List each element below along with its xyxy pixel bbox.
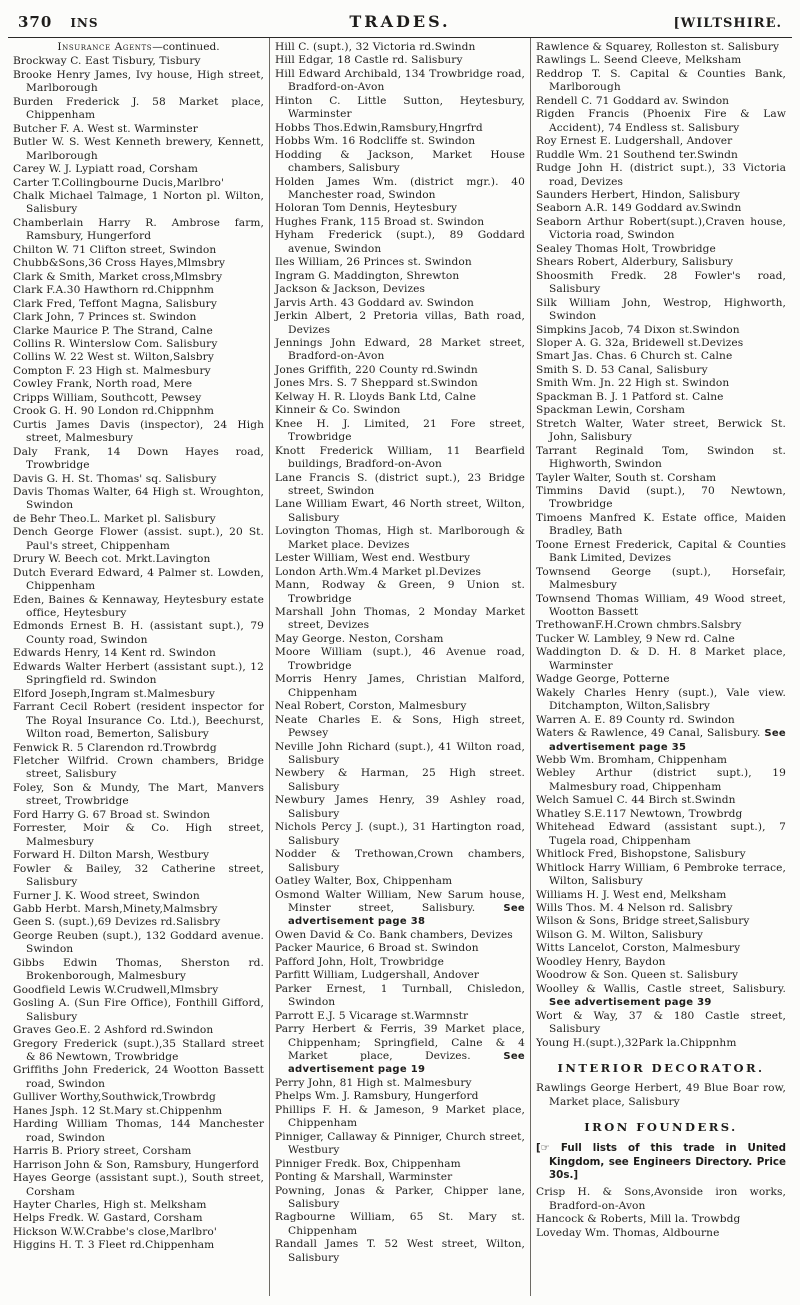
directory-entry: Harris B. Priory street, Corsham [13, 1145, 192, 1158]
directory-entry: Jerkin Albert, 2 Pretoria villas, Bath road, Devizes [275, 310, 525, 336]
directory-entry: Neville John Richard (supt.), 41 Wilton road, Salisbury [275, 740, 525, 767]
directory-entry: Waddington D. & D. H. 8 Market place, Warminster [536, 646, 786, 672]
directory-entry: Phelps Wm. J. Ramsbury, Hungerford [275, 1090, 479, 1103]
directory-entry: Harrison John & Son, Ramsbury, Hungerford [13, 1158, 259, 1171]
directory-entry: Hill Edward Archibald, 134 Trowbridge road, Bradford-on-Avon [275, 67, 525, 94]
directory-entry: Carey W. J. Lypiatt road, Corsham [13, 163, 198, 176]
directory-entry: Butler W. S. West Kenneth brewery, Kennett, Marlborough [13, 136, 264, 162]
directory-entry: Gregory Frederick (supt.),35 Stallard street & 86 Newtown, Trowbridge [13, 1037, 264, 1063]
directory-entry: Rawlings L. Seend Cleeve, Melksham [536, 54, 742, 67]
directory-entry: Webb Wm. Bromham, Chippenham [536, 754, 728, 767]
directory-entry: Perry John, 81 High st. Malmesbury [275, 1076, 472, 1089]
directory-entry: Wakely Charles Henry (supt.), Vale view. Ditchampton, Wilton,Salisbry [536, 686, 786, 713]
directory-entry: Geen S. (supt.),69 Devizes rd.Salisbry [13, 916, 221, 929]
directory-entry: London Arth.Wm.4 Market pl.Devizes [275, 565, 482, 578]
directory-entry: Elford Joseph,Ingram st.Malmesbury [13, 687, 215, 700]
directory-entry: Timoens Manfred K. Estate office, Maiden Bradley, Bath [536, 511, 786, 538]
directory-entry: Ford Harry G. 67 Broad st. Swindon [13, 808, 211, 821]
page-header [8, 10, 792, 38]
directory-entry: Hodding & Jackson, Market House chambers, Salisbury [275, 148, 525, 175]
directory-entry: Dutch Everard Edward, 4 Palmer st. Lowden, Chippenham [13, 566, 264, 593]
page-number: 370 [18, 13, 53, 31]
directory-entry: Spackman B. J. 1 Patford st. Calne [536, 390, 724, 403]
trade-note: [☞ Full lists of this trade in United Kingdom, see Engineers Directory. Price 30s.] [536, 1141, 786, 1182]
directory-entry: Fowler & Bailey, 32 Catherine street, Salisbury [13, 862, 264, 889]
directory-entry: Dench George Flower (assist. supt.), 20 St. Paul's street, Chippenham [13, 526, 264, 552]
directory-entry: Parker Ernest, 1 Turnball, Chisledon, Swindon [275, 982, 525, 1009]
directory-entry: Chamberlain Harry R. Ambrose farm, Ramsbury, Hungerford [13, 216, 264, 243]
directory-entry: Waters & Rawlence, 49 Canal, Salisbury. See advertisement page 35 [536, 727, 786, 753]
directory-entry: Lovington Thomas, High st. Marlborough & Market place. Devizes [275, 525, 525, 551]
directory-entry: Brooke Henry James, Ivy house, High street, Marlborough [13, 68, 264, 95]
directory-entry: Rigden Francis (Phoenix Fire & Law Accident), 74 Endless st. Salisbury [536, 108, 786, 134]
directory-entry: Davis G. H. St. Thomas' sq. Salisbury [13, 472, 217, 485]
directory-entry: Hickson W.W.Crabbe's close,Marlbro' [13, 1225, 217, 1238]
directory-entry: Hinton C. Little Sutton, Heytesbury, Warminster [275, 94, 525, 121]
directory-entry: Chubb&Sons,36 Cross Hayes,Mlmsbry [13, 257, 226, 270]
directory-entry: Knott Frederick William, 11 Bearfield buildings, Bradford-on-Avon [275, 444, 525, 471]
directory-entry: Silk William John, Westrop, Highworth, Swindon [536, 296, 786, 323]
directory-entry: Hill C. (supt.), 32 Victoria rd.Swindn [275, 41, 476, 53]
directory-entry: Ragbourne William, 65 St. Mary st. Chippenham [275, 1211, 525, 1237]
directory-entry: Cripps William, Southcott, Pewsey [13, 391, 202, 404]
directory-entry: Stretch Walter, Water street, Berwick St. John, Salisbury [536, 417, 786, 444]
directory-entry: Seaborn A.R. 149 Goddard av.Swindn [536, 202, 742, 215]
header-left [18, 13, 273, 31]
directory-entry: Helps Fredk. W. Gastard, Corsham [13, 1212, 203, 1225]
section-heading-smallcaps: Insurance Agents [57, 41, 153, 53]
directory-columns [8, 38, 792, 1296]
directory-entry: Hancock & Roberts, Mill la. Trowbdg [536, 1213, 741, 1226]
directory-entry: Lane William Ewart, 46 North street, Wilton, Salisbury [275, 498, 525, 524]
directory-entry: Clarke Maurice P. The Strand, Calne [13, 324, 213, 337]
directory-entry: Brockway C. East Tisbury, Tisbury [13, 55, 201, 68]
directory-entry: Townsend Thomas William, 49 Wood street, Wootton Bassett [536, 592, 786, 619]
directory-entry: Whitlock Harry William, 6 Pembroke terrace, Wilton, Salisbury [536, 861, 786, 888]
directory-entry: Marshall John Thomas, 2 Monday Market street, Devizes [275, 606, 525, 632]
directory-entry: Higgins H. T. 3 Fleet rd.Chippenham [13, 1239, 215, 1252]
directory-entry: Butcher F. A. West st. Warminster [13, 122, 198, 135]
directory-entry: Witts Lancelot, Corston, Malmesbury [536, 942, 741, 955]
directory-entry: Griffiths John Frederick, 24 Wootton Bassett road, Swindon [13, 1064, 264, 1090]
directory-entry: Cowley Frank, North road, Mere [13, 378, 193, 391]
directory-entry: Tarrant Reginald Tom, Swindon st. Highworth, Swindon [536, 444, 786, 471]
directory-entry: Parrott E.J. 5 Vicarage st.Warmnstr [275, 1009, 469, 1022]
directory-entry: Smart Jas. Chas. 6 Church st. Calne [536, 350, 733, 363]
directory-entry: Wilson & Sons, Bridge street,Salisbury [536, 915, 750, 928]
directory-entry: Lester William, West end. Westbury [275, 552, 471, 565]
directory-entry: Whatley S.E.117 Newtown, Trowbrdg [536, 807, 743, 820]
directory-entry: Harding William Thomas, 144 Manchester road, Swindon [13, 1118, 264, 1144]
directory-entry: Toone Ernest Frederick, Capital & Counties Bank Limited, Devizes [536, 538, 786, 565]
directory-entry: Kinneir & Co. Swindon [275, 404, 401, 417]
directory-entry: Wadge George, Potterne [536, 673, 670, 686]
directory-entry: Hobbs Wm. 16 Rodcliffe st. Swindon [275, 135, 476, 148]
directory-entry: Jones Griffith, 220 County rd.Swindn [275, 363, 478, 376]
directory-entry: Ponting & Marshall, Warminster [275, 1171, 453, 1184]
directory-entry: Nodder & Trethowan,Crown chambers, Salisbury [275, 848, 525, 874]
directory-entry: Hobbs Thos.Edwin,Ramsbury,Hngrfrd [275, 121, 483, 134]
directory-entry: Daly Frank, 14 Down Hayes road, Trowbridge [13, 445, 264, 472]
directory-entry: Davis Thomas Walter, 64 High st. Wroughton, Swindon [13, 485, 264, 512]
directory-entry: Knee H. J. Limited, 21 Fore street, Trowbridge [275, 417, 525, 444]
directory-entry: Jones Mrs. S. 7 Sheppard st.Swindon [275, 377, 478, 390]
directory-entry: Osmond Walter William, New Sarum house, Minster street, Salisbury. See advertisement page 38 [275, 888, 525, 928]
directory-entry: Gabb Herbt. Marsh,Minety,Malmsbry [13, 903, 218, 915]
directory-entry: Edwards Henry, 14 Kent rd. Swindon [13, 647, 216, 660]
directory-entry: Furner J. K. Wood street, Swindon [13, 889, 200, 902]
directory-entry: Mann, Rodway & Green, 9 Union st. Trowbridge [275, 579, 525, 605]
directory-entry: Powning, Jonas & Parker, Chipper lane, Salisbury [275, 1184, 525, 1210]
directory-entry: Rawlings George Herbert, 49 Blue Boar row, Market place, Salisbury [536, 1082, 786, 1108]
directory-entry: Owen David & Co. Bank chambers, Devizes [275, 928, 513, 941]
advert-reference: See advertisement page 19 [288, 1050, 525, 1076]
directory-entry: Morris Henry James, Christian Malford, Chippenham [275, 673, 525, 699]
directory-entry: Jennings John Edward, 28 Market street, Bradford-on-Avon [275, 336, 525, 363]
directory-entry: Clark F.A.30 Hawthorn rd.Chippnhm [13, 284, 215, 297]
header-section-code: INS [70, 16, 99, 30]
directory-entry: Pinniger, Callaway & Pinniger, Church street, Westbury [275, 1130, 525, 1157]
directory-entry: Timmins David (supt.), 70 Newtown, Trowbridge [536, 484, 786, 511]
directory-entry: Tucker W. Lambley, 9 New rd. Calne [536, 632, 735, 645]
directory-entry: Rawlence & Squarey, Rolleston st. Salisbury [536, 41, 780, 53]
directory-entry: Curtis James Davis (inspector), 24 High street, Malmesbury [13, 418, 264, 445]
directory-entry: Lane Francis S. (district supt.), 23 Bridge street, Swindon [275, 471, 525, 497]
directory-entry: Drury W. Beech cot. Mrkt.Lavington [13, 553, 211, 566]
directory-entry: Roy Ernest E. Ludgershall, Andover [536, 135, 733, 148]
directory-entry: Holden James Wm. (district mgr.). 40 Manchester road, Swindon [275, 175, 525, 201]
directory-entry: Spackman Lewin, Corsham [536, 404, 686, 417]
section-heading: IRON FOUNDERS. [584, 1120, 738, 1135]
directory-entry: Carter T.Collingbourne Ducis,Marlbro' [13, 176, 224, 189]
directory-entry: Sealey Thomas Holt, Trowbridge [536, 242, 716, 255]
directory-entry: Welch Samuel C. 44 Birch st.Swindn [536, 794, 736, 807]
directory-entry: Gulliver Worthy,Southwick,Trowbrdg [13, 1091, 216, 1104]
directory-entry: Woodley Henry, Baydon [536, 955, 666, 968]
directory-entry: Reddrop T. S. Capital & Counties Bank, Marlborough [536, 67, 786, 94]
directory-entry: Pinniger Fredk. Box, Chippenham [275, 1157, 461, 1170]
advert-reference: See advertisement page 39 [549, 997, 712, 1009]
directory-entry: Saunders Herbert, Hindon, Salisbury [536, 188, 740, 201]
directory-entry: Whitehead Edward (assistant supt.), 7 Tugela road, Chippenham [536, 821, 786, 847]
directory-entry: George Reuben (supt.), 132 Goddard avenue. Swindon [13, 929, 264, 956]
directory-entry: Kelway H. R. Lloyds Bank Ltd, Calne [275, 390, 476, 403]
directory-entry: Smith Wm. Jn. 22 High st. Swindon [536, 377, 730, 390]
directory-entry: Goodfield Lewis W.Crudwell,Mlmsbry [13, 983, 219, 996]
directory-entry: Simpkins Jacob, 74 Dixon st.Swindon [536, 323, 740, 336]
directory-entry: Seaborn Arthur Robert(supt.),Craven house, Victoria road, Swindon [536, 215, 786, 242]
directory-entry: Nichols Percy J. (supt.), 31 Hartington road, Salisbury [275, 821, 525, 847]
directory-entry: Crisp H. & Sons,Avonside iron works, Bradford-on-Avon [536, 1186, 786, 1212]
directory-entry: Pafford John, Holt, Trowbridge [275, 955, 445, 968]
directory-entry: Newbury James Henry, 39 Ashley road, Salisbury [275, 794, 525, 820]
directory-entry: Iles William, 26 Princes st. Swindon [275, 256, 472, 269]
directory-entry: Phillips F. H. & Jameson, 9 Market place, Chippenham [275, 1103, 525, 1130]
directory-entry: Shears Robert, Alderbury, Salisbury [536, 256, 734, 269]
directory-entry: Jarvis Arth. 43 Goddard av. Swindon [275, 296, 474, 309]
directory-entry: Ingram G. Maddington, Shrewton [275, 269, 460, 282]
directory-entry: Clark & Smith, Market cross,Mlmsbry [13, 270, 223, 283]
directory-entry: Chilton W. 71 Clifton street, Swindon [13, 243, 217, 256]
directory-entry: Gibbs Edwin Thomas, Sherston rd. Brokenborough, Malmesbury [13, 956, 264, 983]
directory-entry: Foley, Son & Mundy, The Mart, Manvers street, Trowbridge [13, 781, 264, 808]
directory-entry: Young H.(supt.),32Park la.Chippnhm [536, 1036, 737, 1049]
column-1 [8, 38, 269, 1296]
directory-entry: Tayler Walter, South st. Corsham [536, 471, 717, 484]
directory-entry: Crook G. H. 90 London rd.Chippnhm [13, 405, 215, 418]
directory-entry: Hughes Frank, 115 Broad st. Swindon [275, 215, 485, 228]
page-title: TRADES. [349, 12, 451, 31]
column-2 [269, 38, 530, 1296]
directory-entry: May George. Neston, Corsham [275, 632, 444, 645]
directory-entry: de Behr Theo.L. Market pl. Salisbury [13, 512, 216, 525]
directory-entry: Wort & Way, 37 & 180 Castle street, Salisbury [536, 1009, 786, 1036]
directory-entry: Sloper A. G. 32a, Bridewell st.Devizes [536, 336, 744, 349]
directory-entry: Hayes George (assistant supt.), South street, Corsham [13, 1172, 264, 1198]
directory-entry: Hanes Jsph. 12 St.Mary st.Chippenhm [13, 1104, 223, 1117]
directory-entry: Clark John, 7 Princes st. Swindon [13, 311, 197, 324]
directory-entry: Williams H. J. West end, Melksham [536, 888, 727, 901]
directory-entry: Edmonds Ernest B. H. (assistant supt.), 79 County road, Swindon [13, 620, 264, 646]
directory-entry: Parry Herbert & Ferris, 39 Market place, Chippenham; Springfield, Calne & 4 Market place, Devizes. See advertisement page 19 [275, 1023, 525, 1076]
directory-entry: Hayter Charles, High st. Melksham [13, 1198, 207, 1211]
directory-entry: Woodrow & Son. Queen st. Salisbury [536, 969, 739, 982]
directory-entry: Holoran Tom Dennis, Heytesbury [275, 202, 458, 215]
directory-entry: Warren A. E. 89 County rd. Swindon [536, 713, 735, 726]
directory-entry: Woolley & Wallis, Castle street, Salisbury. See advertisement page 39 [536, 982, 786, 1009]
directory-entry: Compton F. 23 High st. Malmesbury [13, 364, 211, 377]
directory-entry: Hyham Frederick (supt.), 89 Goddard avenue, Swindon [275, 229, 525, 255]
directory-entry: Rudge John H. (district supt.), 33 Victoria road, Devizes [536, 162, 786, 188]
header-county: [WILTSHIRE. [673, 16, 783, 31]
directory-entry: Parfitt William, Ludgershall, Andover [275, 969, 480, 982]
directory-entry: Chalk Michael Talmage, 1 Norton pl. Wilton, Salisbury [13, 189, 264, 216]
section-heading: INTERIOR DECORATOR. [557, 1060, 765, 1075]
section-heading-continued: Insurance Agents—continued. [57, 41, 220, 53]
directory-entry: Webley Arthur (district supt.), 19 Malmesbury road, Chippenham [536, 767, 786, 793]
directory-entry: Forrester, Moir & Co. High street, Malmesbury [13, 822, 264, 848]
directory-entry: Collins W. 22 West st. Wilton,Salsbry [13, 351, 214, 364]
directory-entry: Oatley Walter, Box, Chippenham [275, 875, 453, 888]
column-3 [530, 38, 791, 1296]
directory-entry: Eden, Baines & Kennaway, Heytesbury estate office, Heytesbury [13, 593, 264, 620]
directory-entry: Townsend George (supt.), Horsefair, Malmesbury [536, 565, 786, 592]
directory-entry: Neal Robert, Corston, Malmesbury [275, 700, 467, 713]
directory-entry: Fletcher Wilfrid. Crown chambers, Bridge street, Salisbury [13, 755, 264, 781]
directory-entry: Moore William (supt.), 46 Avenue road, Trowbridge [275, 646, 525, 672]
directory-entry: Smith S. D. 53 Canal, Salisbury [536, 363, 708, 376]
directory-entry: Clark Fred, Teffont Magna, Salisbury [13, 297, 217, 310]
directory-entry: Jackson & Jackson, Devizes [275, 283, 426, 296]
directory-entry: Graves Geo.E. 2 Ashford rd.Swindon [13, 1024, 214, 1037]
advert-reference: See advertisement page 35 [549, 728, 786, 753]
directory-entry: Rendell C. 71 Goddard av. Swindon [536, 94, 730, 107]
directory-entry: Shoosmith Fredk. 28 Fowler's road, Salisbury [536, 269, 786, 296]
directory-entry: Loveday Wm. Thomas, Aldbourne [536, 1226, 720, 1239]
directory-entry: Fenwick R. 5 Clarendon rd.Trowbrdg [13, 741, 217, 754]
directory-entry: Collins R. Winterslow Com. Salisbury [13, 337, 218, 350]
directory-entry: Wilson G. M. Wilton, Salisbury [536, 928, 703, 941]
directory-entry: Ruddle Wm. 21 Southend ter.Swindn [536, 148, 738, 161]
directory-entry: Gosling A. (Sun Fire Office), Fonthill Gifford, Salisbury [13, 997, 264, 1023]
directory-entry: Burden Frederick J. 58 Market place, Chippenham [13, 95, 264, 122]
directory-entry: Newbery & Harman, 25 High street. Salisbury [275, 767, 525, 793]
directory-entry: Wills Thos. M. 4 Nelson rd. Salisbry [536, 902, 733, 914]
directory-entry: Neate Charles E. & Sons, High street, Pewsey [275, 713, 525, 740]
directory-entry: Hill Edgar, 18 Castle rd. Salisbury [275, 54, 463, 67]
advert-reference: See advertisement page 38 [288, 903, 525, 928]
directory-entry: Packer Maurice, 6 Broad st. Swindon [275, 942, 479, 955]
directory-entry: Forward H. Dilton Marsh, Westbury [13, 849, 210, 862]
directory-entry: Edwards Walter Herbert (assistant supt.), 12 Springfield rd. Swindon [13, 660, 264, 687]
directory-entry: Whitlock Fred, Bishopstone, Salisbury [536, 848, 746, 861]
directory-entry: Farrant Cecil Robert (resident inspector for The Royal Insurance Co. Ltd.), Beechurst, Wilton road, Bemerton, Salisbury [13, 701, 264, 741]
directory-entry: TrethowanF.H.Crown chmbrs.Salsbry [536, 619, 742, 632]
directory-entry: Randall James T. 52 West street, Wilton, Salisbury [275, 1238, 525, 1264]
